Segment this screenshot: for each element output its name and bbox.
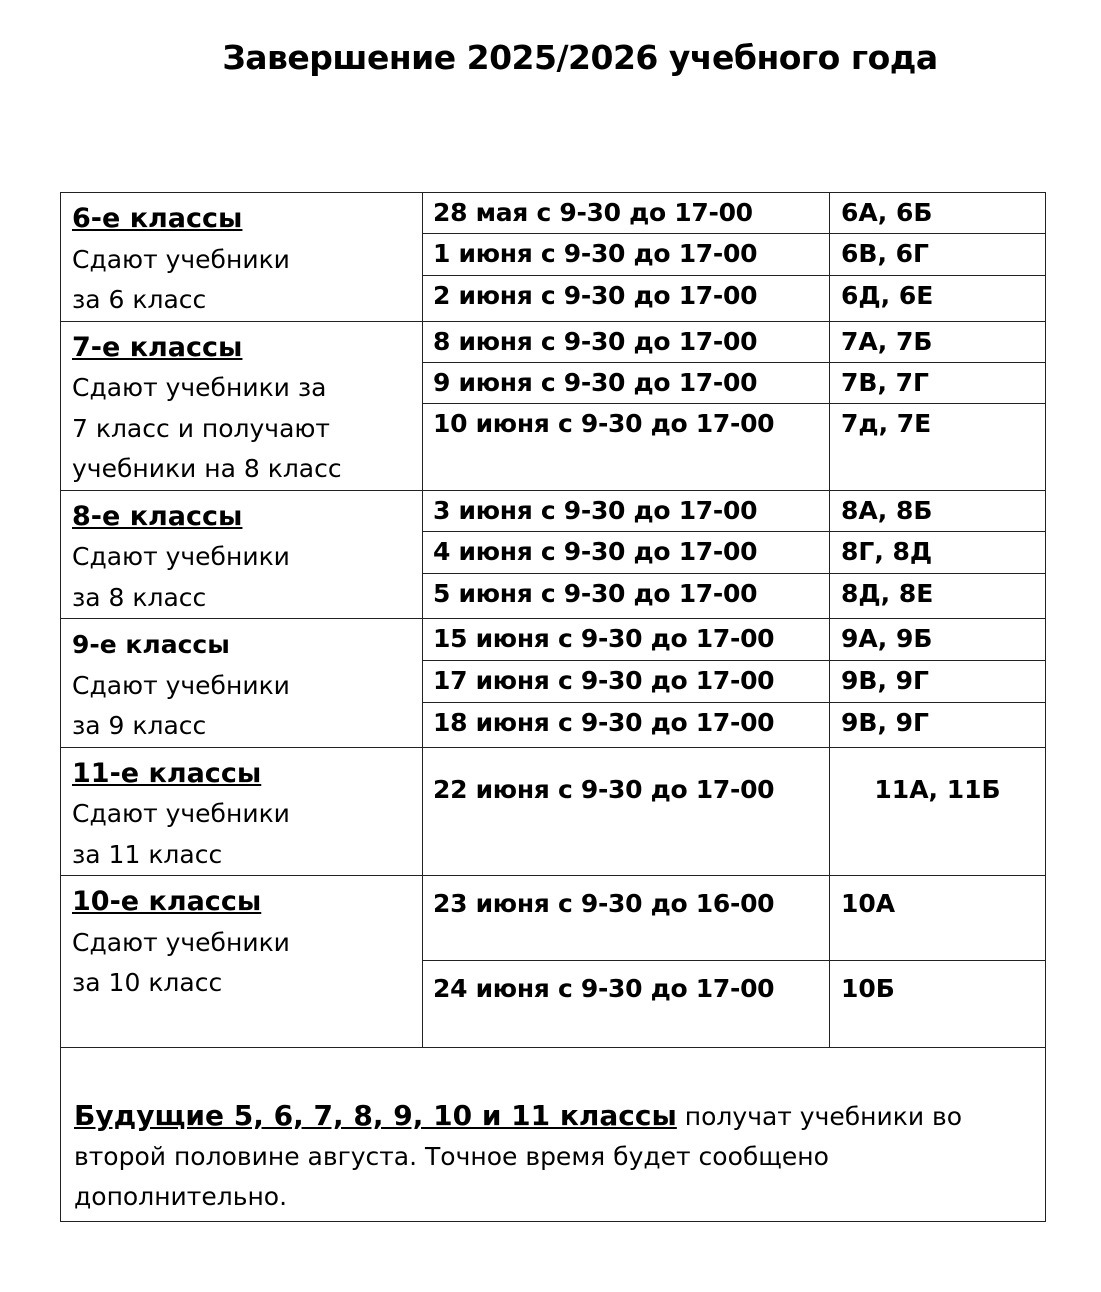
date-cell: 18 июня с 9-30 до 17-00 (423, 703, 830, 747)
class-cell: 6А, 6Б (830, 193, 1046, 234)
class-cell: 9В, 9Г (830, 661, 1046, 703)
note-cell (61, 1048, 1046, 1222)
table-row (61, 193, 1046, 234)
group-desc-line: за 8 класс (72, 582, 207, 612)
table-row (61, 1048, 1046, 1222)
group-title: 10-е классы (72, 886, 262, 917)
date-cell: 15 июня с 9-30 до 17-00 (423, 619, 830, 661)
group-desc-line: Сдают учебники (72, 799, 290, 828)
group-desc-line: Сдают учебники за (72, 373, 327, 402)
group-desc-line: учебники на 8 класс (72, 454, 342, 483)
date-cell: 28 мая с 9-30 до 17-00 (423, 193, 830, 234)
page-title: Завершение 2025/2026 учебного года (222, 38, 938, 77)
date-cell: 24 июня с 9-30 до 17-00 (423, 961, 830, 1048)
group-desc-line: за 10 класс (72, 968, 223, 997)
class-cell: 7д, 7Е (830, 403, 1046, 490)
group-desc-line: Сдают учебники (72, 542, 290, 571)
class-cell: 9В, 9Г (830, 703, 1046, 747)
class-cell: 8Д, 8Е (830, 573, 1046, 618)
date-cell: 4 июня с 9-30 до 17-00 (423, 531, 830, 573)
group-desc-line: за 6 класс (72, 285, 207, 314)
group-desc-line: 7 класс и получают (72, 413, 330, 443)
class-cell: 9А, 9Б (830, 619, 1046, 661)
group-cell-9 (61, 619, 423, 748)
table-row (61, 747, 1046, 876)
table-row (61, 876, 1046, 961)
group-cell-7 (61, 321, 423, 490)
group-cell-10 (61, 876, 423, 1048)
group-title: 7-е классы (72, 331, 243, 363)
group-desc-line: Сдают учебники (72, 927, 290, 957)
date-cell: 3 июня с 9-30 до 17-00 (423, 490, 830, 531)
date-cell: 10 июня с 9-30 до 17-00 (423, 403, 830, 490)
class-cell: 7В, 7Г (830, 362, 1046, 403)
date-cell: 5 июня с 9-30 до 17-00 (423, 573, 830, 618)
group-title: 8-е классы (72, 500, 243, 532)
group-desc-line: за 9 класс (72, 711, 207, 740)
date-cell: 2 июня с 9-30 до 17-00 (423, 275, 830, 321)
group-title: 6-е классы (72, 203, 243, 234)
table-row (61, 619, 1046, 661)
note-bold: Будущие 5, 6, 7, 8, 9, 10 и 11 классы (74, 1099, 677, 1132)
schedule-table (60, 192, 1046, 1222)
date-cell: 22 июня с 9-30 до 17-00 (423, 747, 830, 876)
date-cell: 17 июня с 9-30 до 17-00 (423, 661, 830, 703)
group-desc-line: Сдают учебники (72, 244, 290, 274)
class-cell: 11А, 11Б (830, 747, 1046, 876)
group-cell-11 (61, 747, 423, 876)
date-cell: 23 июня с 9-30 до 16-00 (423, 876, 830, 961)
group-cell-8 (61, 490, 423, 619)
group-cell-6 (61, 193, 423, 322)
group-title: 11-е классы (72, 757, 262, 789)
note-text: получат учебники во второй половине августа. Точное время будет сообщено дополнительно. (74, 1102, 963, 1211)
date-cell: 9 июня с 9-30 до 17-00 (423, 362, 830, 403)
class-cell: 8Г, 8Д (830, 531, 1046, 573)
class-cell: 6Д, 6Е (830, 275, 1046, 321)
class-cell: 8А, 8Б (830, 490, 1046, 531)
class-cell: 7А, 7Б (830, 321, 1046, 362)
class-cell: 6В, 6Г (830, 234, 1046, 275)
table-row (61, 490, 1046, 531)
group-title: 9-е классы (72, 630, 230, 659)
date-cell: 8 июня с 9-30 до 17-00 (423, 321, 830, 362)
date-cell: 1 июня с 9-30 до 17-00 (423, 234, 830, 275)
group-desc-line: Сдают учебники (72, 670, 290, 700)
class-cell: 10А (830, 876, 1046, 961)
class-cell: 10Б (830, 961, 1046, 1048)
table-row (61, 321, 1046, 362)
group-desc-line: за 11 класс (72, 839, 223, 869)
